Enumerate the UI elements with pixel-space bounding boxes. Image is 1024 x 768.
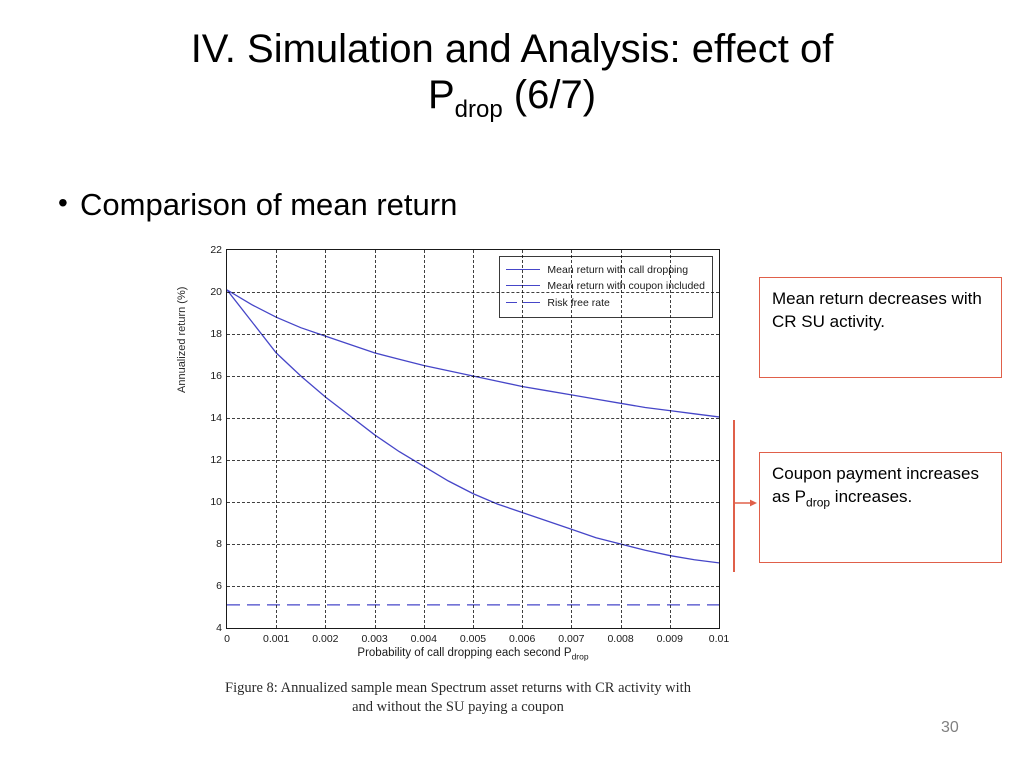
y-axis-tick-label: 22 (210, 244, 222, 256)
chart-axes (210, 244, 730, 645)
bullet-marker-icon: • (58, 187, 68, 218)
y-axis-tick-label: 12 (210, 454, 222, 466)
chart-plot (178, 243, 734, 663)
page-title-subscript: drop (454, 96, 503, 124)
legend-swatch-icon (506, 298, 540, 308)
figure-block (178, 243, 738, 717)
y-axis-tick-label: 4 (216, 622, 222, 634)
x-axis-tick-label: 0.006 (509, 633, 536, 645)
legend-label: Risk free rate (547, 296, 610, 309)
y-axis-tick-label: 8 (216, 538, 222, 550)
figure-caption-line2: and without the SU paying a coupon (352, 698, 564, 715)
callout-arrow-icon (735, 497, 757, 509)
gridline-vertical (621, 250, 622, 628)
callout-text-post: increases. (830, 486, 913, 506)
gridline-vertical (670, 250, 671, 628)
x-axis-tick-label: 0.003 (361, 633, 388, 645)
page-title-symbol: P (427, 73, 455, 118)
x-axis-tick-label: 0.008 (607, 633, 634, 645)
x-axis-tick-label: 0.001 (263, 633, 290, 645)
page-title-line1: IV. Simulation and Analysis: effect of (190, 27, 834, 71)
legend-swatch-icon (506, 281, 540, 291)
callout-text-subscript: drop (806, 495, 831, 510)
gridline-vertical (276, 250, 277, 628)
gridline-vertical (473, 250, 474, 628)
callout-mean-return: Mean return decreases with CR SU activity. (759, 277, 1002, 378)
legend-label: Mean return with coupon included (547, 280, 705, 293)
y-axis-tick-label: 18 (210, 328, 222, 340)
y-axis-label: Annualized return (%) (176, 286, 188, 393)
x-axis-tick-label: 0.002 (312, 633, 339, 645)
y-axis-tick-label: 20 (210, 286, 222, 298)
gridline-vertical (424, 250, 425, 628)
y-axis-tick-label: 6 (216, 580, 222, 592)
y-axis-tick-label: 16 (210, 370, 222, 382)
legend-swatch-icon (506, 265, 540, 275)
chart-legend (499, 256, 713, 318)
callout-connector-line (733, 420, 735, 572)
legend-entry-call-dropping (506, 262, 705, 278)
callout-text-pre: Coupon payment increases as P (772, 464, 979, 506)
gridline-vertical (375, 250, 376, 628)
bullet-item (58, 186, 457, 223)
slide-page-number: 30 (941, 719, 959, 736)
x-axis-tick-label: 0.01 (708, 633, 730, 645)
legend-entry-risk-free-rate (506, 295, 705, 311)
legend-label: Mean return with call dropping (547, 264, 689, 276)
gridline-vertical (571, 250, 572, 628)
y-axis-tick-label: 14 (210, 412, 222, 424)
bullet-label: Comparison of mean return (80, 187, 458, 222)
x-axis-tick-label: 0.007 (558, 633, 585, 645)
figure-caption (178, 679, 738, 717)
x-axis-label-text: Probability of call dropping each second P (357, 647, 572, 659)
x-axis-tick-label: 0.005 (459, 633, 487, 645)
x-axis-tick-label: 0.009 (656, 633, 683, 645)
gridline-vertical (522, 250, 523, 628)
gridline-vertical (325, 250, 326, 628)
page-title (60, 26, 964, 124)
callout-coupon-payment (759, 452, 1002, 563)
y-axis-tick-label: 10 (210, 496, 222, 508)
x-axis-label-subscript: drop (571, 651, 589, 662)
x-axis-label (226, 647, 720, 662)
figure-caption-line1: Figure 8: Annualized sample mean Spectrum asset returns with CR activity with (225, 680, 691, 696)
page-title-suffix: (6/7) (502, 73, 597, 118)
x-axis-tick-label: 0 (224, 633, 230, 645)
x-axis-tick-label: 0.004 (410, 633, 437, 645)
